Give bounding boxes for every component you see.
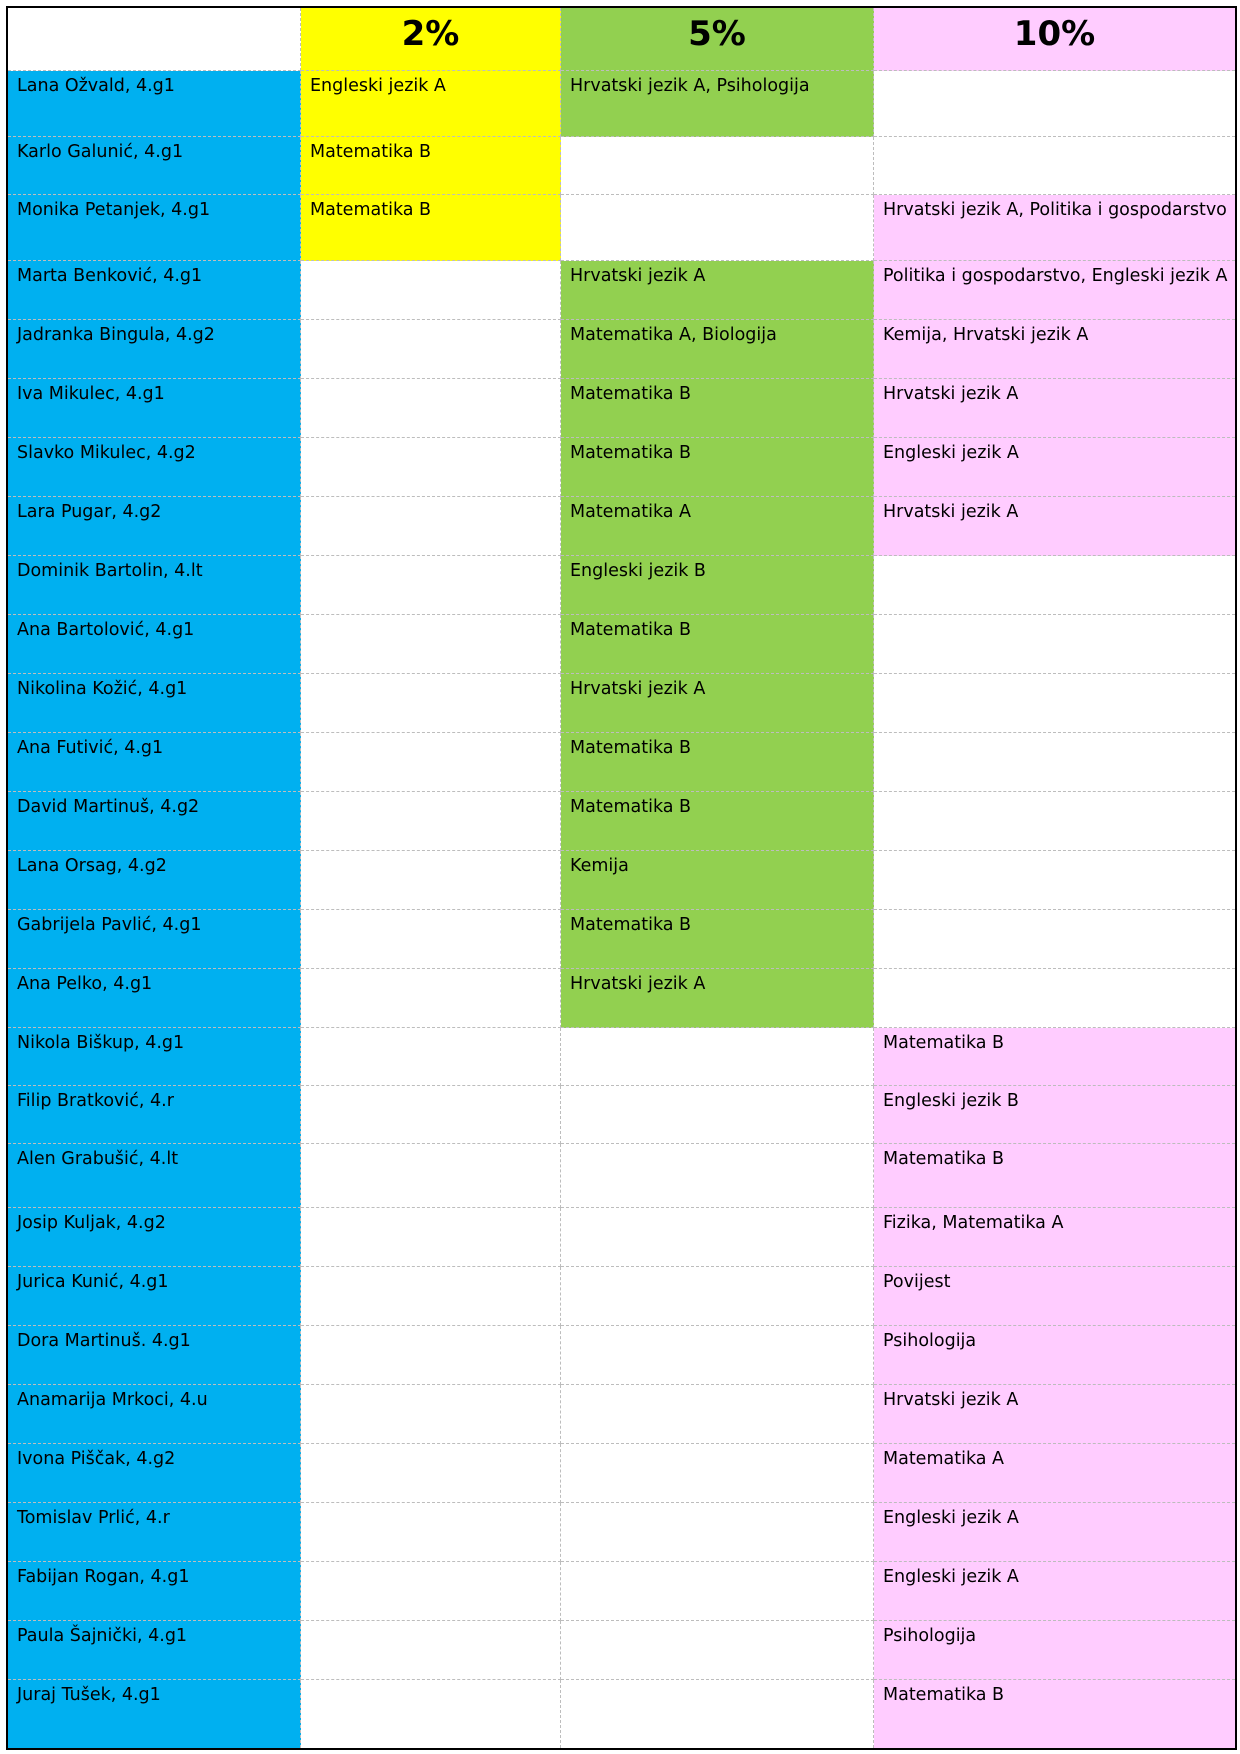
- subject-cell-p2: [301, 1444, 561, 1503]
- student-name-cell: Tomislav Prlić, 4.r: [8, 1503, 301, 1562]
- subject-cell-p2: [301, 379, 561, 438]
- subject-cell-p2: [301, 1562, 561, 1621]
- student-name-cell: Lana Ožvald, 4.g1: [8, 71, 301, 137]
- subject-cell-p2: [301, 1267, 561, 1326]
- subject-cell-p5: [561, 1326, 874, 1385]
- subject-cell-p5: [561, 1208, 874, 1267]
- subject-cell-p10: [874, 137, 1235, 195]
- subject-cell-p10: Hrvatski jezik A: [874, 379, 1235, 438]
- subject-cell-p2: [301, 438, 561, 497]
- subject-cell-p5: [561, 1562, 874, 1621]
- student-name-cell: Anamarija Mrkoci, 4.u: [8, 1385, 301, 1444]
- subject-cell-p10: [874, 556, 1235, 615]
- student-name-cell: Fabijan Rogan, 4.g1: [8, 1562, 301, 1621]
- subject-cell-p10: Matematika A: [874, 1444, 1235, 1503]
- subject-cell-p2: [301, 556, 561, 615]
- subject-cell-p10: Engleski jezik A: [874, 1562, 1235, 1621]
- subject-cell-p2: [301, 261, 561, 320]
- subject-cell-p5: [561, 1444, 874, 1503]
- header-2-percent: 2%: [301, 8, 561, 71]
- student-name-cell: Iva Mikulec, 4.g1: [8, 379, 301, 438]
- subject-cell-p2: [301, 497, 561, 556]
- subject-cell-p10: Kemija, Hrvatski jezik A: [874, 320, 1235, 379]
- student-name-cell: Dora Martinuš. 4.g1: [8, 1326, 301, 1385]
- subject-cell-p5: Kemija: [561, 851, 874, 910]
- subject-cell-p5: [561, 1385, 874, 1444]
- student-name-cell: Jadranka Bingula, 4.g2: [8, 320, 301, 379]
- student-name-cell: Juraj Tušek, 4.g1: [8, 1680, 301, 1748]
- subject-cell-p5: Hrvatski jezik A: [561, 261, 874, 320]
- subject-cell-p5: [561, 195, 874, 261]
- subject-cell-p2: [301, 910, 561, 969]
- student-name-cell: Ana Bartolović, 4.g1: [8, 615, 301, 674]
- header-5-percent: 5%: [561, 8, 874, 71]
- subject-cell-p5: [561, 1680, 874, 1748]
- subject-cell-p10: [874, 851, 1235, 910]
- header-blank: [8, 8, 301, 71]
- subject-cell-p2: [301, 1086, 561, 1144]
- subject-cell-p10: Matematika B: [874, 1028, 1235, 1086]
- subject-cell-p10: Povijest: [874, 1267, 1235, 1326]
- subject-cell-p2: [301, 615, 561, 674]
- subject-cell-p5: Matematika B: [561, 379, 874, 438]
- subject-cell-p10: [874, 615, 1235, 674]
- subject-cell-p5: Matematika B: [561, 438, 874, 497]
- student-name-cell: Ana Futivić, 4.g1: [8, 733, 301, 792]
- subject-cell-p10: Hrvatski jezik A: [874, 1385, 1235, 1444]
- subject-cell-p2: [301, 1503, 561, 1562]
- subject-cell-p5: Hrvatski jezik A: [561, 674, 874, 733]
- discount-table: [6, 6, 1237, 1750]
- header-10-percent: 10%: [874, 8, 1235, 71]
- subject-cell-p2: [301, 733, 561, 792]
- subject-cell-p5: [561, 1267, 874, 1326]
- subject-cell-p10: Matematika B: [874, 1144, 1235, 1208]
- subject-cell-p10: Engleski jezik A: [874, 1503, 1235, 1562]
- subject-cell-p5: Engleski jezik B: [561, 556, 874, 615]
- subject-cell-p2: [301, 1680, 561, 1748]
- student-name-cell: Lara Pugar, 4.g2: [8, 497, 301, 556]
- subject-cell-p5: Matematika B: [561, 792, 874, 851]
- subject-cell-p10: Engleski jezik A: [874, 438, 1235, 497]
- subject-cell-p2: [301, 1385, 561, 1444]
- subject-cell-p10: Hrvatski jezik A: [874, 497, 1235, 556]
- subject-cell-p10: Engleski jezik B: [874, 1086, 1235, 1144]
- subject-cell-p10: [874, 969, 1235, 1028]
- student-name-cell: Filip Bratković, 4.r: [8, 1086, 301, 1144]
- subject-cell-p5: Matematika B: [561, 733, 874, 792]
- student-name-cell: Josip Kuljak, 4.g2: [8, 1208, 301, 1267]
- student-name-cell: Dominik Bartolin, 4.lt: [8, 556, 301, 615]
- subject-cell-p2: [301, 320, 561, 379]
- student-name-cell: Nikola Biškup, 4.g1: [8, 1028, 301, 1086]
- subject-cell-p2: [301, 1028, 561, 1086]
- subject-cell-p10: Matematika B: [874, 1680, 1235, 1748]
- subject-cell-p2: [301, 851, 561, 910]
- subject-cell-p2: Matematika B: [301, 137, 561, 195]
- subject-cell-p5: Hrvatski jezik A, Psihologija: [561, 71, 874, 137]
- subject-cell-p5: [561, 1144, 874, 1208]
- subject-cell-p10: [874, 674, 1235, 733]
- subject-cell-p2: Engleski jezik A: [301, 71, 561, 137]
- student-name-cell: Gabrijela Pavlić, 4.g1: [8, 910, 301, 969]
- subject-cell-p10: Hrvatski jezik A, Politika i gospodarstvo: [874, 195, 1235, 261]
- subject-cell-p5: Matematika B: [561, 910, 874, 969]
- subject-cell-p5: Matematika B: [561, 615, 874, 674]
- subject-cell-p10: [874, 792, 1235, 851]
- subject-cell-p10: [874, 910, 1235, 969]
- subject-cell-p2: [301, 969, 561, 1028]
- student-name-cell: Paula Šajnički, 4.g1: [8, 1621, 301, 1680]
- subject-cell-p2: [301, 1144, 561, 1208]
- student-name-cell: Jurica Kunić, 4.g1: [8, 1267, 301, 1326]
- subject-cell-p2: [301, 1208, 561, 1267]
- subject-cell-p2: [301, 792, 561, 851]
- subject-cell-p10: Psihologija: [874, 1621, 1235, 1680]
- subject-cell-p5: [561, 1503, 874, 1562]
- student-name-cell: Nikolina Kožić, 4.g1: [8, 674, 301, 733]
- subject-cell-p2: Matematika B: [301, 195, 561, 261]
- subject-cell-p5: Matematika A: [561, 497, 874, 556]
- subject-cell-p5: [561, 1621, 874, 1680]
- subject-cell-p5: Hrvatski jezik A: [561, 969, 874, 1028]
- student-name-cell: Lana Orsag, 4.g2: [8, 851, 301, 910]
- student-name-cell: Ivona Piščak, 4.g2: [8, 1444, 301, 1503]
- subject-cell-p2: [301, 674, 561, 733]
- subject-cell-p2: [301, 1621, 561, 1680]
- student-name-cell: Marta Benković, 4.g1: [8, 261, 301, 320]
- subject-cell-p5: [561, 1028, 874, 1086]
- subject-cell-p5: [561, 1086, 874, 1144]
- student-name-cell: Alen Grabušić, 4.lt: [8, 1144, 301, 1208]
- student-name-cell: David Martinuš, 4.g2: [8, 792, 301, 851]
- student-name-cell: Monika Petanjek, 4.g1: [8, 195, 301, 261]
- student-name-cell: Ana Pelko, 4.g1: [8, 969, 301, 1028]
- subject-cell-p10: Fizika, Matematika A: [874, 1208, 1235, 1267]
- student-name-cell: Karlo Galunić, 4.g1: [8, 137, 301, 195]
- subject-cell-p5: [561, 137, 874, 195]
- student-name-cell: Slavko Mikulec, 4.g2: [8, 438, 301, 497]
- subject-cell-p10: Psihologija: [874, 1326, 1235, 1385]
- subject-cell-p10: [874, 733, 1235, 792]
- subject-cell-p10: [874, 71, 1235, 137]
- subject-cell-p10: Politika i gospodarstvo, Engleski jezik A: [874, 261, 1235, 320]
- subject-cell-p2: [301, 1326, 561, 1385]
- subject-cell-p5: Matematika A, Biologija: [561, 320, 874, 379]
